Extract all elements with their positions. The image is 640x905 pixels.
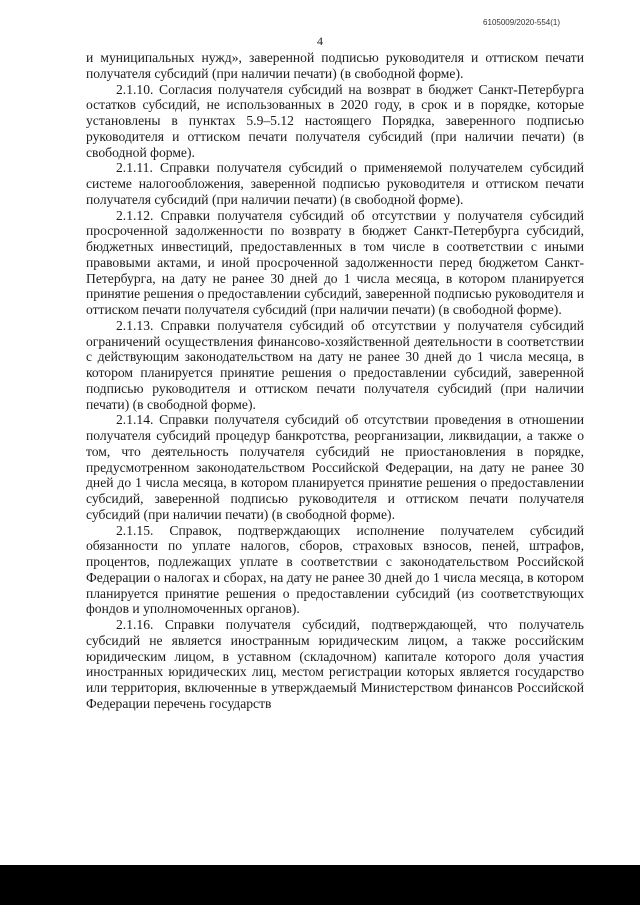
paragraph-continuation: и муниципальных нужд», заверенной подписью руководителя и оттиском печати получателя субсидий (при наличии печати) (в свободной форме). — [86, 50, 584, 81]
paragraph-2-1-15: 2.1.15. Справок, подтверждающих исполнение получателем субсидий обязанности по уплате налогов, сборов, страховых взносов, пеней, штрафов, процентов, подлежащих уплате в соответствии с законодательством Российской Федерации о налогах и сборах, на дату не ранее 30 дней до 1 числа месяца, в котором планируется принятие решения о предоставлении субсидий (из соответствующих фондов и уполномоченных органов). — [86, 522, 584, 617]
paragraph-2-1-16: 2.1.16. Справки получателя субсидий, подтверждающей, что получатель субсидий не является иностранным юридическим лицом, а также российским юридическим лицом, в уставном (складочном) капитале которого доля участия иностранных юридических лиц, местом регистрации которых является государство или территория, включенные в утверждаемый Министерством финансов Российской Федерации перечень государств — [86, 617, 584, 711]
document-body — [86, 50, 584, 712]
document-code: 6105009/2020-554(1) — [483, 18, 560, 27]
paragraph-2-1-12: 2.1.12. Справки получателя субсидий об отсутствии у получателя субсидий просроченной задолженности по возврату в бюджет Санкт-Петербурга субсидий, бюджетных инвестиций, предоставленных в том числе в соответствии с иными правовыми актами, и иной просроченной задолженности перед бюджетом Санкт-Петербурга, на дату не ранее 30 дней до 1 числа месяца, в котором планируется принятие решения о предоставлении субсидий, заверенной подписью руководителя и оттиском печати получателя субсидий (при наличии печати) (в свободной форме). — [86, 207, 584, 317]
paragraph-2-1-14: 2.1.14. Справки получателя субсидий об отсутствии проведения в отношении получателя субсидий процедур банкротства, реорганизации, ликвидации, а также о том, что деятельность получателя субсидий не приостановления в порядке, предусмотренном законодательством Российской Федерации, на дату не ранее 30 дней до 1 числа месяца, в котором планируется принятие решения о предоставлении субсидий, заверенной подписью руководителя и оттиском печати получателя субсидий (при наличии печати) (в свободной форме). — [86, 412, 584, 522]
paragraph-2-1-13: 2.1.13. Справки получателя субсидий об отсутствии у получателя субсидий ограничений осуществления финансово-хозяйственной деятельности в соответствии с действующим законодательством на дату не ранее 30 дней до 1 числа месяца, в котором планируется принятие решения о предоставлении субсидий, заверенной подписью руководителя и оттиском печати получателя субсидий (при наличии печати) (в свободной форме). — [86, 317, 584, 412]
paragraph-2-1-11: 2.1.11. Справки получателя субсидий о применяемой получателем субсидий системе налогообложения, заверенной подписью руководителя и оттиском печати получателя субсидий (при наличии печати) (в свободной форме). — [86, 160, 584, 207]
page-number: 4 — [317, 34, 323, 48]
paragraph-2-1-10: 2.1.10. Согласия получателя субсидий на возврат в бюджет Санкт-Петербурга остатков субсидий, не использованных в 2020 году, в срок и в порядке, которые установлены в пунктах 5.9–5.12 настоящего Порядка, заверенного подписью руководителя и оттиском печати получателя субсидий (при наличии печати) (в свободной форме). — [86, 81, 584, 160]
scan-bottom-edge — [0, 865, 640, 905]
